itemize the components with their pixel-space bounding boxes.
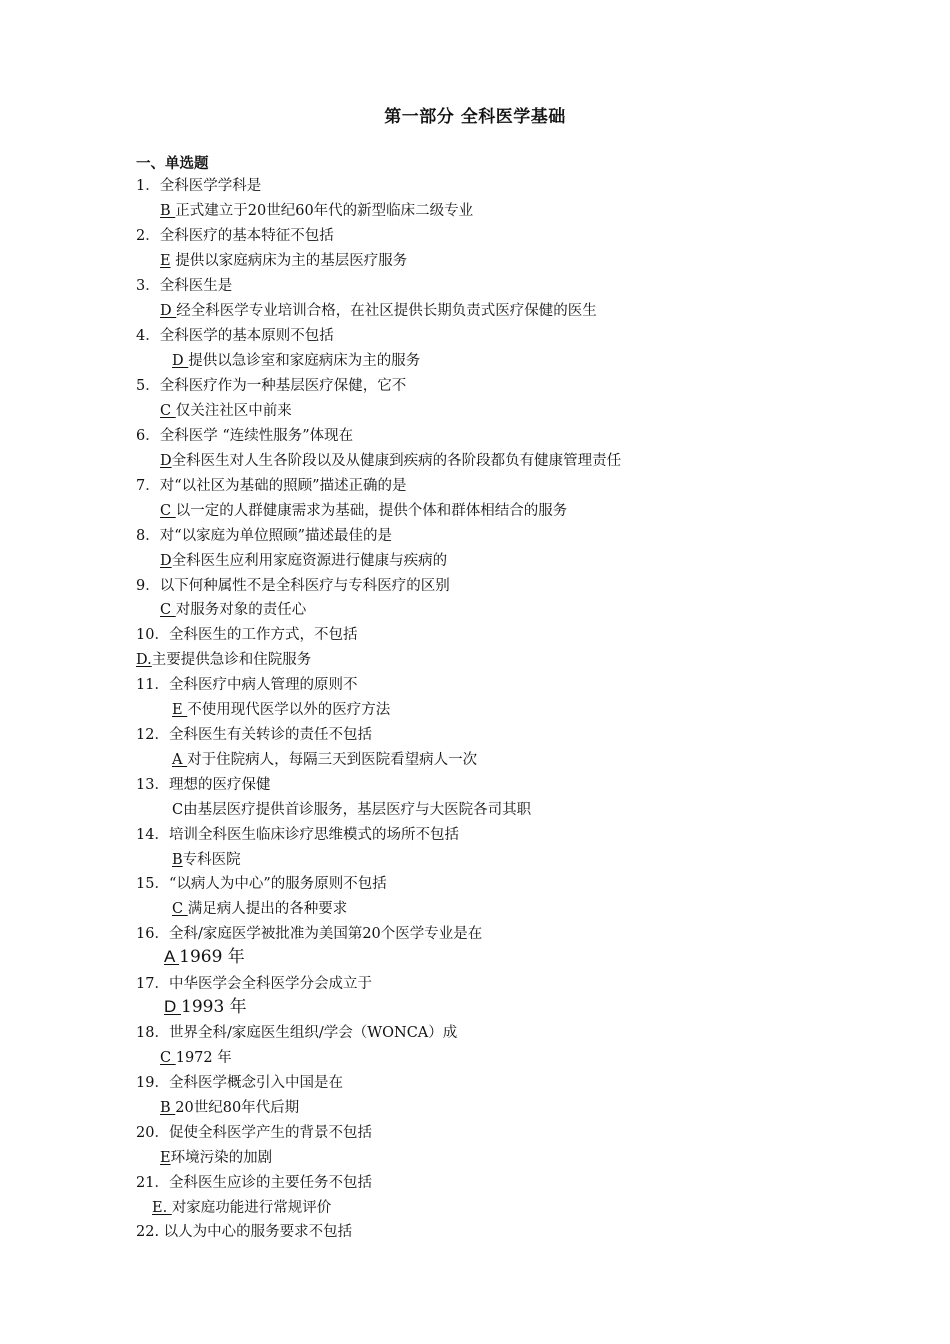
answer-text: 经全科医学专业培训合格，在社区提供长期负责式医疗保健的医生 xyxy=(176,303,597,319)
answer-letter: A xyxy=(172,752,188,768)
answer-text: 满足病人提出的各种要求 xyxy=(187,901,348,917)
answer-19 xyxy=(160,1098,299,1118)
question-12: 12．全科医生有关转诊的责任不包括 xyxy=(136,727,372,743)
answer-letter: C xyxy=(172,901,188,917)
answer-letter: D xyxy=(172,353,189,369)
answer-text: 提供以家庭病床为主的基层医疗服务 xyxy=(170,253,408,269)
question-5: 5．全科医疗作为一种基层医疗保健，它不 xyxy=(136,378,407,394)
answer-15 xyxy=(172,899,347,919)
question-8: 8．对“以家庭为单位照顾”描述最佳的是 xyxy=(136,528,393,544)
answer-letter: E xyxy=(160,253,171,269)
answer-letter: B xyxy=(160,1100,176,1116)
section-heading: 一、单选题 xyxy=(136,156,209,172)
question-11: 11．全科医疗中病人管理的原则不 xyxy=(136,677,358,693)
question-4: 4．全科医学的基本原则不包括 xyxy=(136,328,334,344)
answer-text: 1969 年 xyxy=(179,947,245,967)
answer-letter: C xyxy=(160,1050,176,1066)
answer-12 xyxy=(172,750,477,770)
answer-text: 仅关注社区中前来 xyxy=(175,403,292,419)
question-15: 15．“以病人为中心”的服务原则不包括 xyxy=(136,876,387,892)
answer-16 xyxy=(164,947,245,967)
answer-letter: D. xyxy=(136,652,152,668)
answer-4 xyxy=(172,351,420,371)
answer-letter: E. xyxy=(152,1200,172,1216)
answer-6 xyxy=(160,451,621,471)
question-14: 14．培训全科医生临床诊疗思维模式的场所不包括 xyxy=(136,827,459,843)
answer-letter: D xyxy=(164,997,181,1016)
answer-letter: A xyxy=(164,947,180,966)
question-22: 22. 以人为中心的服务要求不包括 xyxy=(136,1224,353,1240)
answer-letter: E xyxy=(172,702,188,718)
answer-letter: B xyxy=(160,203,176,219)
answer-text: 专科医院 xyxy=(182,852,241,868)
answer-13 xyxy=(172,800,531,820)
answer-10 xyxy=(136,650,311,670)
answer-text: 20世纪80年代后期 xyxy=(175,1100,300,1116)
question-6: 6．全科医学 “连续性服务”体现在 xyxy=(136,428,354,444)
answer-text: C由基层医疗提供首诊服务，基层医疗与大医院各司其职 xyxy=(172,802,532,818)
answer-2 xyxy=(160,251,407,271)
answer-text: 提供以急诊室和家庭病床为主的服务 xyxy=(188,353,421,369)
answer-text: 全科医生对人生各阶段以及从健康到疾病的各阶段都负有健康管理责任 xyxy=(171,453,622,469)
answer-letter: E xyxy=(160,1150,171,1166)
answer-8 xyxy=(160,551,447,571)
answer-14 xyxy=(172,850,241,870)
answer-9 xyxy=(160,600,306,620)
answer-text: 1993 年 xyxy=(181,997,247,1017)
question-20: 20．促使全科医学产生的背景不包括 xyxy=(136,1125,372,1141)
answer-letter: D xyxy=(160,453,172,469)
question-9: 9．以下何种属性不是全科医疗与专科医疗的区别 xyxy=(136,578,450,594)
question-7: 7．对“以社区为基础的照顾”描述正确的是 xyxy=(136,478,407,494)
question-16: 16．全科/家庭医学被批准为美国第20个医学专业是在 xyxy=(136,926,483,942)
question-18: 18．世界全科/家庭医生组织/学会（WONCA）成 xyxy=(136,1025,458,1041)
answer-text: 1972 年 xyxy=(175,1050,232,1066)
answer-letter: C xyxy=(160,403,176,419)
answer-17 xyxy=(164,997,247,1017)
question-3: 3．全科医生是 xyxy=(136,278,233,294)
question-2: 2．全科医疗的基本特征不包括 xyxy=(136,228,334,244)
answer-text: 环境污染的加剧 xyxy=(170,1150,273,1166)
question-10: 10．全科医生的工作方式，不包括 xyxy=(136,627,358,643)
question-1: 1．全科医学学科是 xyxy=(136,178,262,194)
answer-letter: D xyxy=(160,553,172,569)
answer-letter: C xyxy=(160,602,176,618)
answer-11 xyxy=(172,700,390,720)
answer-7 xyxy=(160,501,567,521)
answer-1 xyxy=(160,201,473,221)
answer-letter: B xyxy=(172,852,183,868)
answer-text: 对于住院病人，每隔三天到医院看望病人一次 xyxy=(187,752,478,768)
answer-text: 主要提供急诊和住院服务 xyxy=(151,652,312,668)
question-13: 13．理想的医疗保健 xyxy=(136,777,271,793)
page-title: 第一部分 全科医学基础 xyxy=(384,107,566,127)
answer-text: 对服务对象的责任心 xyxy=(175,602,307,618)
question-21: 21．全科医生应诊的主要任务不包括 xyxy=(136,1175,372,1191)
answer-text: 全科医生应利用家庭资源进行健康与疾病的 xyxy=(171,553,448,569)
answer-text: 对家庭功能进行常规评价 xyxy=(171,1200,332,1216)
answer-3 xyxy=(160,301,597,321)
answer-21 xyxy=(152,1198,331,1218)
answer-letter: C xyxy=(160,503,176,519)
answer-letter: D xyxy=(160,303,177,319)
answer-text: 以一定的人群健康需求为基础，提供个体和群体相结合的服务 xyxy=(175,503,568,519)
answer-text: 正式建立于20世纪60年代的新型临床二级专业 xyxy=(175,203,474,219)
question-17: 17．中华医学会全科医学分会成立于 xyxy=(136,976,372,992)
answer-18 xyxy=(160,1048,232,1068)
answer-text: 不使用现代医学以外的医疗方法 xyxy=(187,702,391,718)
answer-20 xyxy=(160,1148,272,1168)
question-19: 19．全科医学概念引入中国是在 xyxy=(136,1075,343,1091)
answer-5 xyxy=(160,401,292,421)
